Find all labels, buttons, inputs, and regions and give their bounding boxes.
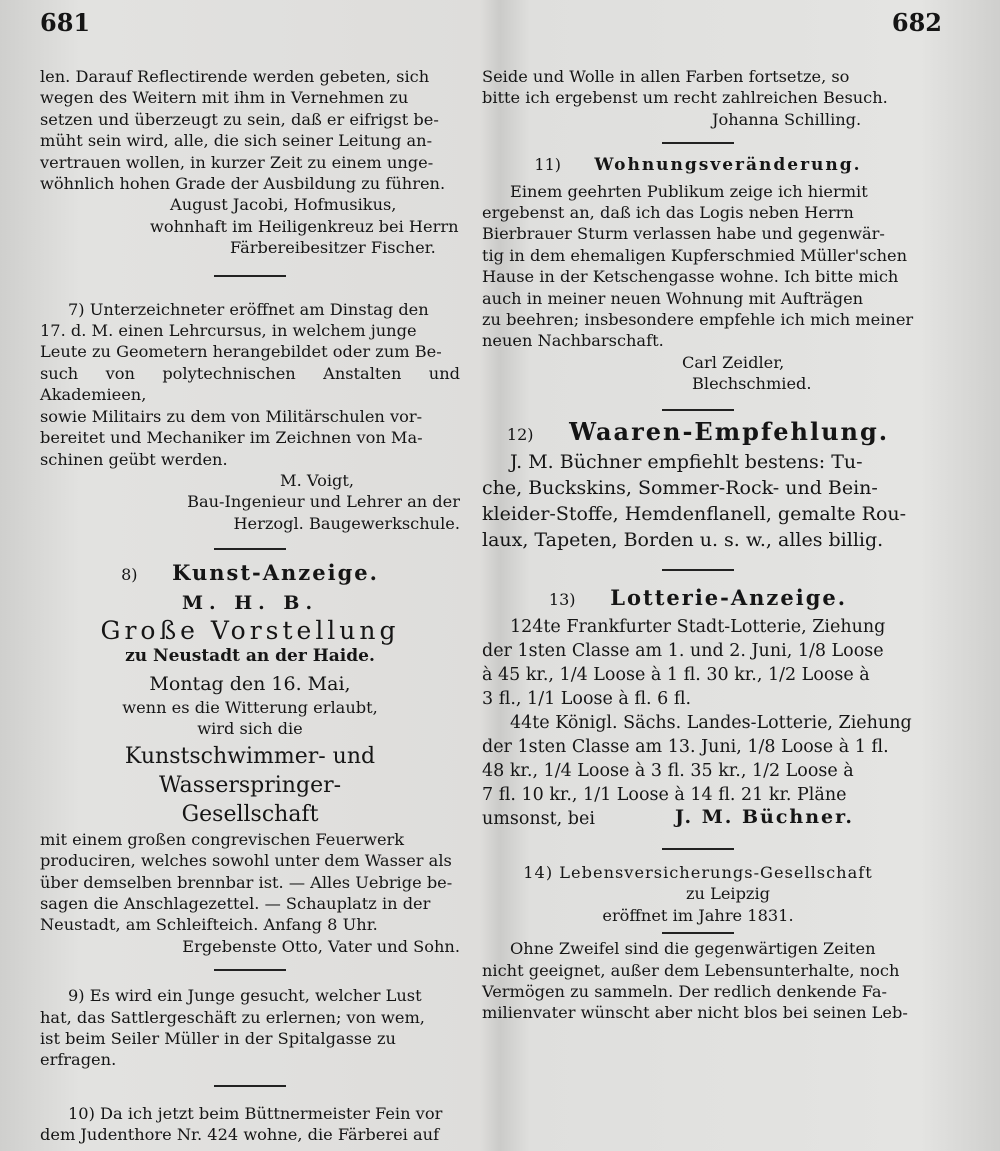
ad-12-heading [482, 416, 914, 446]
text-line: 7 fl. 10 kr., 1/1 Loose à 14 fl. 21 kr. Pläne [482, 784, 847, 805]
signature: August Jacobi, Hofmusikus, [170, 195, 397, 215]
text-line: schinen geübt werden. [40, 449, 228, 469]
separator-rule [482, 136, 914, 148]
initials: M. H. B. [181, 591, 319, 614]
show-weather: wenn es die Witterung erlaubt, [122, 697, 378, 717]
separator-rule [40, 1079, 460, 1091]
ad-14-subheading: zu Leipzig [685, 884, 771, 904]
text-line: 17. d. M. einen Lehrcursus, in welchem junge [40, 321, 417, 341]
text-line: len. Darauf Reflectirende werden gebeten, sich [40, 67, 430, 86]
text-line: 124te Frankfurter Stadt-Lotterie, Ziehung [510, 616, 886, 637]
company-name: Kunstschwimmer- und Wasserspringer- [124, 743, 376, 798]
text-line: über demselben brennbar ist. — Alles Uebrige be- [40, 872, 453, 892]
text-line: che, Buckskins, Sommer-Rock- und Bein- [482, 477, 878, 500]
signature: Herzogl. Baugewerkschule. [233, 513, 460, 533]
show-date: Montag den 16. Mai, [149, 672, 351, 695]
separator-rule [40, 963, 460, 975]
ad-8 [40, 562, 460, 957]
separator-rule [40, 542, 460, 554]
text-line: 10) Da ich jetzt beim Büttnermeister Fein vor [68, 1103, 443, 1123]
ad-11-heading [482, 154, 914, 176]
ad-13 [482, 587, 914, 828]
text-line: wegen des Weitern mit ihm in Vernehmen zu [40, 88, 409, 108]
text-line: 48 kr., 1/4 Loose à 3 fl. 35 kr., 1/2 Loose à [482, 760, 854, 781]
signature: Johanna Schilling. [712, 109, 862, 129]
text-line: vertrauen wollen, in kurzer Zeit zu einem unge- [40, 152, 434, 172]
page-number-left: 681 [40, 8, 91, 37]
text-line: Hause in der Ketschengasse wohne. Ich bitte mich [482, 267, 899, 287]
text-line: wöhnlich hohen Grade der Ausbildung zu führen. [40, 174, 446, 194]
separator-rule [482, 842, 914, 854]
text-line: auch in meiner neuen Wohnung mit Aufträgen [482, 288, 864, 308]
text-line: Ohne Zweifel sind die gegenwärtigen Zeiten [510, 939, 876, 959]
ad-12 [482, 416, 914, 553]
text-line: kleider-Stoffe, Hemdenflanell, gemalte Rou- [482, 503, 907, 526]
ad-number: 13) [548, 590, 576, 610]
text-line: mit einem großen congrevischen Feuerwerk [40, 829, 405, 849]
text-line: müht sein wird, alle, die sich seiner Leitung an- [40, 131, 433, 151]
separator-rule [482, 926, 914, 938]
signature: Bau-Ingenieur und Lehrer an der [187, 492, 460, 512]
text-line: sowie Militairs zu dem von Militärschulen vor- [40, 406, 423, 426]
text-line: erfragen. [40, 1050, 117, 1070]
right-column [482, 66, 914, 1024]
ad-number: 8) [121, 565, 138, 585]
ad-13-heading [482, 587, 914, 610]
show-place: zu Neustadt an der Haide. [125, 645, 375, 666]
text-line: 9) Es wird ein Junge gesucht, welcher Lust [68, 986, 422, 1006]
show-title: Große Vorstellung [100, 615, 400, 645]
signature: Carl Zeidler, [682, 352, 785, 372]
ad-7 [40, 299, 460, 534]
ad-number: 12) [506, 424, 534, 444]
page-number-right: 682 [891, 8, 942, 37]
signature: Ergebenste Otto, Vater und Sohn. [182, 936, 460, 956]
heading-text: Lotterie-Anzeige. [610, 585, 848, 611]
text-line: J. M. Büchner empfiehlt bestens: Tu- [510, 451, 863, 474]
text-line: laux, Tapeten, Borden u. s. w., alles billig. [482, 529, 884, 552]
text-line: setzen und überzeugt zu sein, daß er eifrigst be- [40, 109, 439, 129]
heading-text: Waaren-Empfehlung. [569, 416, 890, 446]
text-line: umsonst, bei [482, 808, 595, 829]
text-line: Seide und Wolle in allen Farben fortsetze, so [482, 67, 850, 86]
text-line: tig in dem ehemaligen Kupferschmied Müller'schen [482, 245, 908, 265]
text-line: such von polytechnischen Anstalten und Akademieen, [40, 363, 460, 405]
ad-10-continuation [482, 66, 914, 130]
text-line: bereitet und Mechaniker im Zeichnen von Ma- [40, 428, 423, 448]
text-line: milienvater wünscht aber nicht blos bei seinen Leb- [482, 1003, 908, 1023]
show-by: wird sich die [197, 719, 303, 739]
ad-8-heading [40, 562, 460, 585]
left-column [40, 66, 460, 1146]
signature: Blechschmied. [692, 374, 812, 394]
separator-rule [482, 403, 914, 415]
text-line: der 1sten Classe am 1. und 2. Juni, 1/8 Loose [482, 640, 884, 661]
text-line: à 45 kr., 1/4 Loose à 1 fl. 30 kr., 1/2 Loose à [482, 664, 870, 685]
signature: J. M. Büchner. [674, 805, 854, 828]
ad-14-subheading: eröffnet im Jahre 1831. [602, 905, 794, 925]
text-line: Neustadt, am Schleifteich. Anfang 8 Uhr. [40, 915, 378, 935]
signature: M. Voigt, [280, 470, 355, 490]
text-line: bitte ich ergebenst um recht zahlreichen Besuch. [482, 88, 888, 108]
text-line: sagen die Anschlagezettel. — Schauplatz in der [40, 893, 431, 913]
text-line: ergebenst an, daß ich das Logis neben Herrn [482, 203, 854, 223]
ad-10 [40, 1103, 460, 1146]
text-line: neuen Nachbarschaft. [482, 331, 664, 351]
text-line: 44te Königl. Sächs. Landes-Lotterie, Ziehung [510, 712, 912, 733]
signature: Färbereibesitzer Fischer. [230, 238, 436, 258]
ad-14-heading: 14) Lebensversicherungs-Gesellschaft [523, 862, 873, 882]
text-line: ist beim Seiler Müller in der Spitalgasse zu [40, 1029, 396, 1048]
ad-number: 11) [534, 155, 562, 175]
text-line: der 1sten Classe am 13. Juni, 1/8 Loose à 1 fl. [482, 736, 889, 757]
company-name: Gesellschaft [181, 801, 319, 827]
text-line: nicht geeignet, außer dem Lebensunterhalte, noch [482, 960, 900, 980]
text-line: Bierbrauer Sturm verlassen habe und gegenwär- [482, 224, 885, 244]
text-line: zu beehren; insbesondere empfehle ich mich meiner [482, 310, 914, 330]
ad-11 [482, 154, 914, 394]
text-line: 7) Unterzeichneter eröffnet am Dinstag den [68, 299, 429, 319]
text-line: Vermögen zu sammeln. Der redlich denkende Fa- [482, 981, 887, 1001]
text-line: 3 fl., 1/1 Loose à fl. 6 fl. [482, 688, 692, 709]
heading-text: Kunst-Anzeige. [172, 560, 379, 586]
separator-rule [482, 563, 914, 575]
text-line: produciren, welches sowohl unter dem Wasser als [40, 851, 452, 871]
text-line: dem Judenthore Nr. 424 wohne, die Färberei auf [40, 1125, 440, 1145]
separator-rule [40, 269, 460, 281]
heading-text: Wohnungsveränderung. [594, 155, 862, 176]
text-line: Einem geehrten Publikum zeige ich hiermit [510, 181, 868, 201]
ad-9 [40, 985, 460, 1071]
text-line: Leute zu Geometern herangebildet oder zum Be- [40, 342, 442, 362]
intro-ad-continuation [40, 66, 460, 259]
ad-14 [482, 862, 914, 1024]
text-line: hat, das Sattlergeschäft zu erlernen; von wem, [40, 1007, 425, 1027]
signature: wohnhaft im Heiligenkreuz bei Herrn [150, 216, 459, 236]
